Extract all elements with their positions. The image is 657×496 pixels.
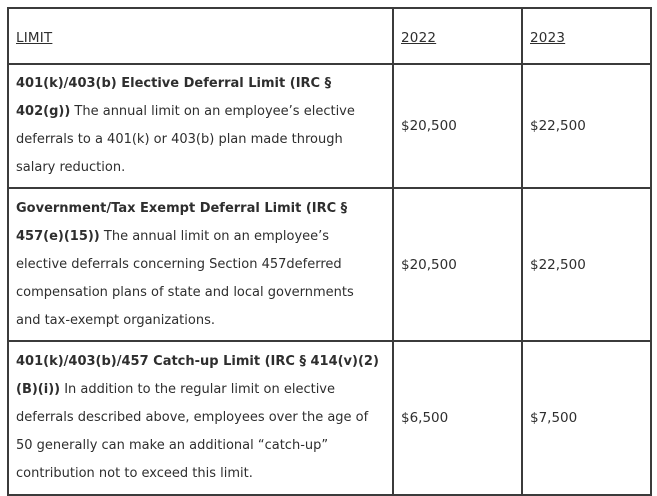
header-2023 — [522, 8, 651, 64]
header-row — [8, 8, 651, 64]
header-limit-label: LIMIT — [16, 29, 53, 46]
value-2023: $22,500 — [522, 188, 651, 341]
limit-text: The annual limit on an employee’s elective deferrals concerning Section 457deferred compensation plans of state and local governments and tax-exempt organizations. — [16, 228, 354, 328]
limit-description — [8, 188, 393, 341]
header-2022-label: 2022 — [401, 29, 437, 46]
limit-title: 401(k)/403(b)/457 Catch-up Limit (IRC § 414(v)(2)(B)(i)) — [16, 354, 379, 397]
value-2022: $6,500 — [393, 341, 522, 495]
value-2022: $20,500 — [393, 64, 522, 188]
table-body — [8, 64, 651, 495]
limit-text: The annual limit on an employee’s elective deferrals to a 401(k) or 403(b) plan made through salary reduction. — [16, 104, 355, 175]
header-limit — [8, 8, 393, 64]
limit-text: In addition to the regular limit on elective deferrals described above, employees over the age of 50 generally can make an additional “catch-up” contribution not to exceed this limit. — [16, 382, 369, 481]
table-header — [8, 8, 651, 64]
table-row — [8, 341, 651, 495]
limit-title: Government/Tax Exempt Deferral Limit (IRC § 457(e)(15)) — [16, 200, 348, 244]
value-2022: $20,500 — [393, 188, 522, 341]
header-2022 — [393, 8, 522, 64]
value-2023: $22,500 — [522, 64, 651, 188]
table-row — [8, 188, 651, 341]
limit-title: 401(k)/403(b) Elective Deferral Limit (IRC § 402(g)) — [16, 76, 332, 119]
table-row — [8, 64, 651, 188]
limit-description — [8, 64, 393, 188]
value-2023: $7,500 — [522, 341, 651, 495]
contribution-limits-table — [7, 7, 652, 496]
header-2023-label: 2023 — [530, 29, 566, 46]
limit-description — [8, 341, 393, 495]
